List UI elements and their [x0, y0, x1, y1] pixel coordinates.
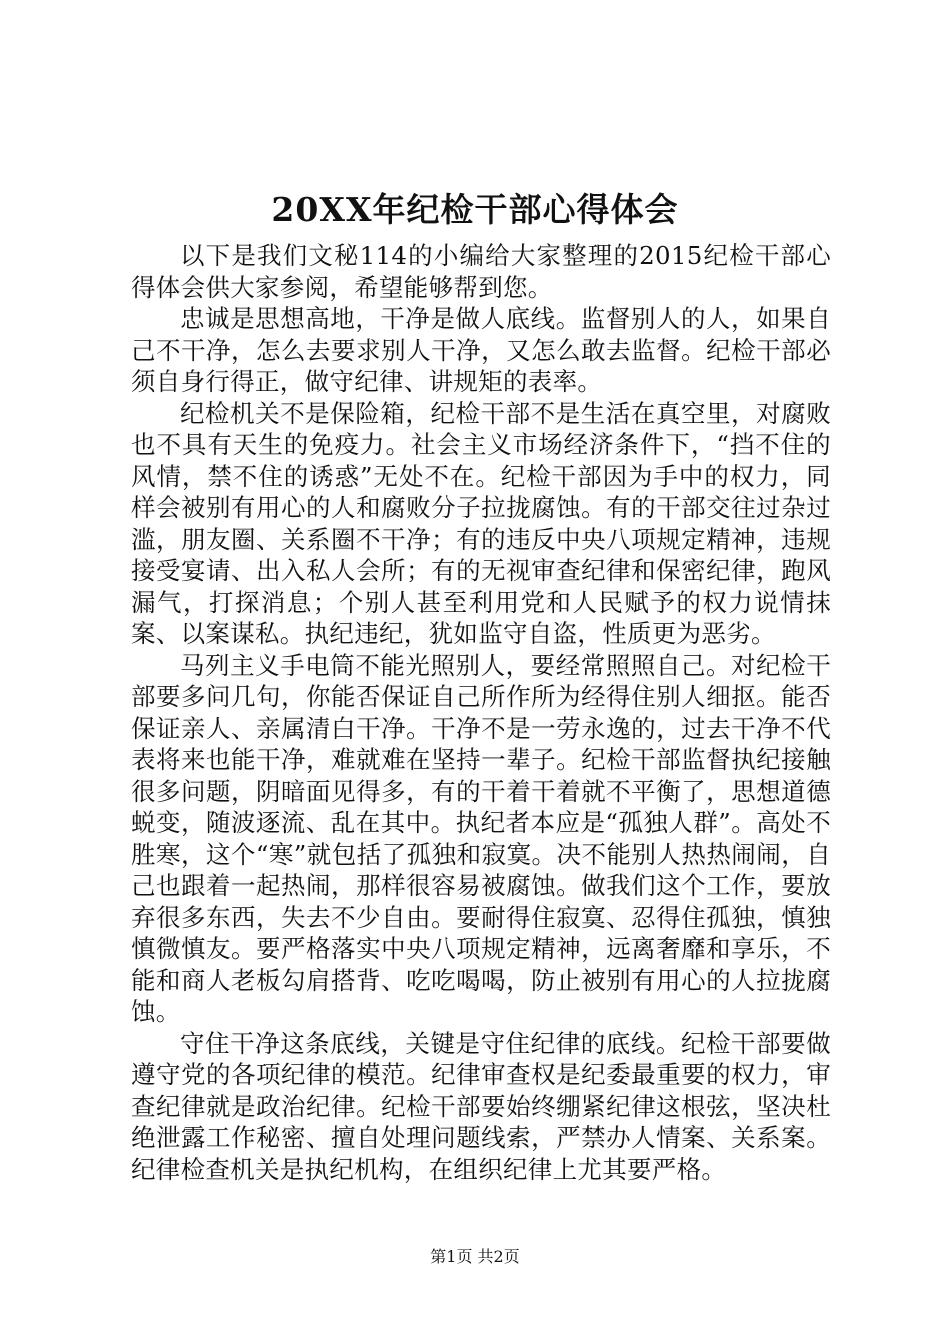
- page-number-footer: 第1页 共2页: [430, 1247, 520, 1266]
- paragraph-discipline-organs: 纪检机关不是保险箱，纪检干部不是生活在真空里，对腐败也不具有天生的免疫力。社会主义市场经济条件下，“挡不住的风情，禁不住的诱惑”无处不在。纪检干部因为手中的权力，同样会被别有用心的人和腐败分子拉拢腐蚀。有的干部交往过杂过滥，朋友圈、关系圈不干净；有的违反中央八项规定精神，违规接受宴请、出入私人会所；有的无视审查纪律和保密纪律，跑风漏气，打探消息；个别人甚至利用党和人民赋予的权力说情抹案、以案谋私。执纪违纪，犹如监守自盗，性质更为恶劣。: [131, 398, 831, 648]
- paragraph-self-examination: 马列主义手电筒不能光照别人，要经常照照自己。对纪检干部要多问几句，你能否保证自己所作所为经得住别人细抠。能否保证亲人、亲属清白干净。干净不是一劳永逸的，过去干净不代表将来也能干净，难就难在坚持一辈子。纪检干部监督执纪接触很多问题，阴暗面见得多，有的干着干着就不平衡了，思想道德蜕变，随波逐流、乱在其中。执纪者本应是“孤独人群”。高处不胜寒，这个“寒”就包括了孤独和寂寞。决不能别人热热闹闹，自己也跟着一起热闹，那样很容易被腐蚀。做我们这个工作，要放弃很多东西，失去不少自由。要耐得住寂寞、忍得住孤独，慎独慎微慎友。要严格落实中央八项规定精神，远离奢靡和享乐，不能和商人老板勾肩搭背、吃吃喝喝，防止被别有用心的人拉拢腐蚀。: [131, 650, 831, 1026]
- document-title: 20XX年纪检干部心得体会: [271, 190, 679, 229]
- paragraph-loyalty: 忠诚是思想高地，干净是做人底线。监督别人的人，如果自己不干净，怎么去要求别人干净，又怎么敢去监督。纪检干部必须自身行得正，做守纪律、讲规矩的表率。: [131, 304, 831, 396]
- paragraph-intro: 以下是我们文秘114的小编给大家整理的2015纪检干部心得体会供大家参阅，希望能够帮到您。: [131, 241, 831, 302]
- document-body: [131, 240, 831, 1185]
- paragraph-bottom-line: 守住干净这条底线，关键是守住纪律的底线。纪检干部要做遵守党的各项纪律的模范。纪律审查权是纪委最重要的权力，审查纪律就是政治纪律。纪检干部要始终绷紧纪律这根弦，坚决杜绝泄露工作秘密、擅自处理问题线索，严禁办人情案、关系案。纪律检查机关是执纪机构，在组织纪律上尤其要严格。: [131, 1028, 831, 1184]
